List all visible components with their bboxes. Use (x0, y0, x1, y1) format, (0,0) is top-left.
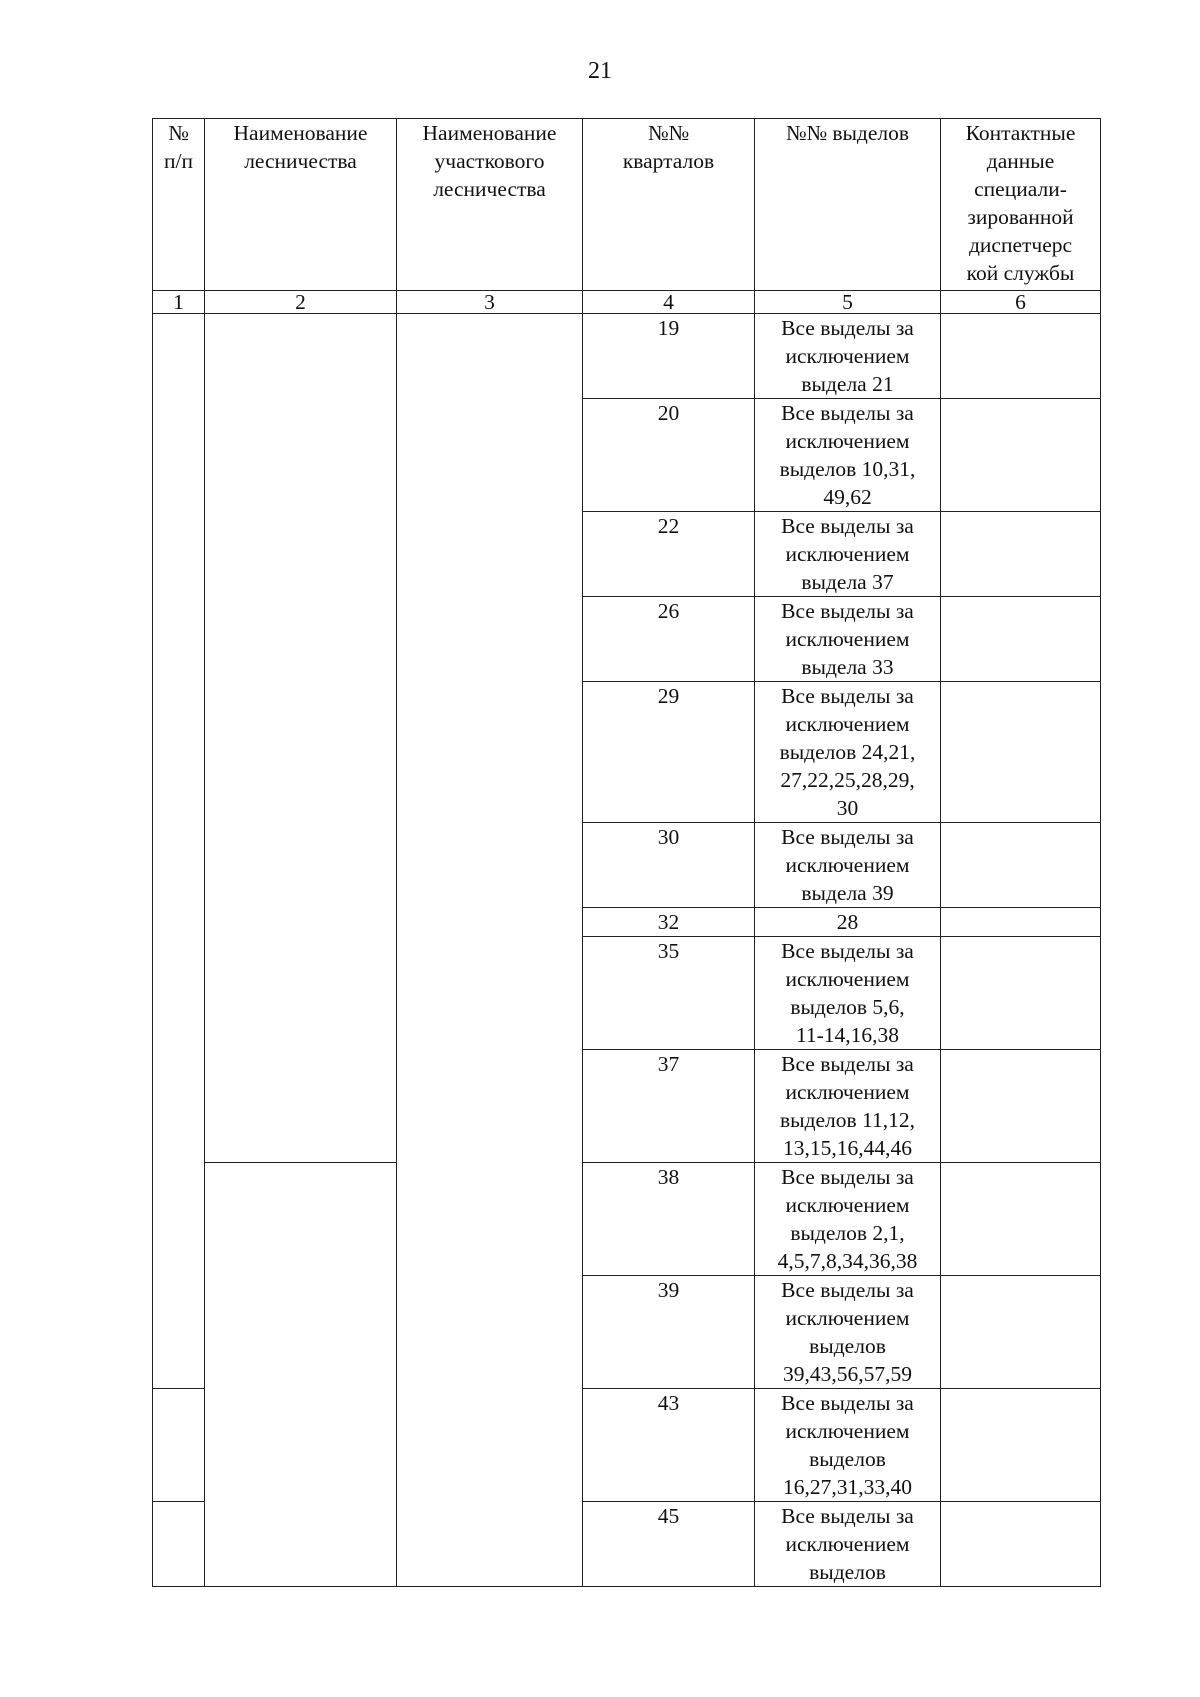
column-number: 2 (205, 291, 397, 314)
kvartal-cell: 45 (583, 1502, 755, 1587)
kvartal-cell: 43 (583, 1389, 755, 1502)
vydely-cell: Все выделы за исключением выделов 10,31, 49,62 (755, 399, 941, 512)
contacts-cell (941, 314, 1101, 399)
vydely-cell: 28 (755, 908, 941, 937)
vydely-cell: Все выделы за исключением выделов 11,12, 13,15,16,44,46 (755, 1050, 941, 1163)
forestry-cell (205, 314, 397, 1163)
kvartal-cell: 19 (583, 314, 755, 399)
contacts-cell (941, 1163, 1101, 1276)
table-row (153, 1163, 1101, 1276)
number-cell (153, 314, 205, 1389)
vydely-cell: Все выделы за исключением выделов 24,21, 27,22,25,28,29, 30 (755, 682, 941, 823)
header-cell-contacts: Контактные данные специали- зированной диспетчерс кой службы (941, 119, 1101, 291)
kvartal-cell: 29 (583, 682, 755, 823)
kvartal-cell: 22 (583, 512, 755, 597)
contacts-cell (941, 823, 1101, 908)
vydely-cell: Все выделы за исключением выделов 2,1, 4,5,7,8,34,36,38 (755, 1163, 941, 1276)
kvartal-cell: 38 (583, 1163, 755, 1276)
header-row (153, 119, 1101, 291)
kvartal-cell: 32 (583, 908, 755, 937)
forestry-cell (205, 1163, 397, 1587)
column-number-row (153, 291, 1101, 314)
header-cell-district-forestry: Наименование участкового лесничества (397, 119, 583, 291)
contacts-cell (941, 1050, 1101, 1163)
column-number: 4 (583, 291, 755, 314)
district-forestry-cell (397, 314, 583, 1587)
vydely-cell: Все выделы за исключением выдела 21 (755, 314, 941, 399)
column-number: 5 (755, 291, 941, 314)
kvartal-cell: 37 (583, 1050, 755, 1163)
contacts-cell (941, 597, 1101, 682)
vydely-cell: Все выделы за исключением выделов 16,27,31,33,40 (755, 1389, 941, 1502)
column-number: 1 (153, 291, 205, 314)
vydely-cell: Все выделы за исключением выдела 39 (755, 823, 941, 908)
contacts-cell (941, 682, 1101, 823)
vydely-cell: Все выделы за исключением выделов 5,6, 11-14,16,38 (755, 937, 941, 1050)
header-cell-kvartals: №№ кварталов (583, 119, 755, 291)
contacts-cell (941, 1276, 1101, 1389)
number-cell (153, 1389, 205, 1502)
contacts-cell (941, 399, 1101, 512)
vydely-cell: Все выделы за исключением выдела 33 (755, 597, 941, 682)
contacts-cell (941, 937, 1101, 1050)
forest-districts-table (152, 118, 1101, 1587)
kvartal-cell: 30 (583, 823, 755, 908)
table-row (153, 314, 1101, 399)
header-cell-forestry: Наименование лесничества (205, 119, 397, 291)
header-cell-vydely: №№ выделов (755, 119, 941, 291)
kvartal-cell: 20 (583, 399, 755, 512)
header-cell-number: № п/п (153, 119, 205, 291)
kvartal-cell: 35 (583, 937, 755, 1050)
vydely-cell: Все выделы за исключением выделов (755, 1502, 941, 1587)
column-number: 6 (941, 291, 1101, 314)
contacts-cell (941, 908, 1101, 937)
page-number: 21 (588, 58, 612, 84)
vydely-cell: Все выделы за исключением выдела 37 (755, 512, 941, 597)
number-cell (153, 1502, 205, 1587)
column-number: 3 (397, 291, 583, 314)
contacts-cell (941, 1389, 1101, 1502)
vydely-cell: Все выделы за исключением выделов 39,43,56,57,59 (755, 1276, 941, 1389)
kvartal-cell: 39 (583, 1276, 755, 1389)
contacts-cell (941, 512, 1101, 597)
kvartal-cell: 26 (583, 597, 755, 682)
contacts-cell (941, 1502, 1101, 1587)
